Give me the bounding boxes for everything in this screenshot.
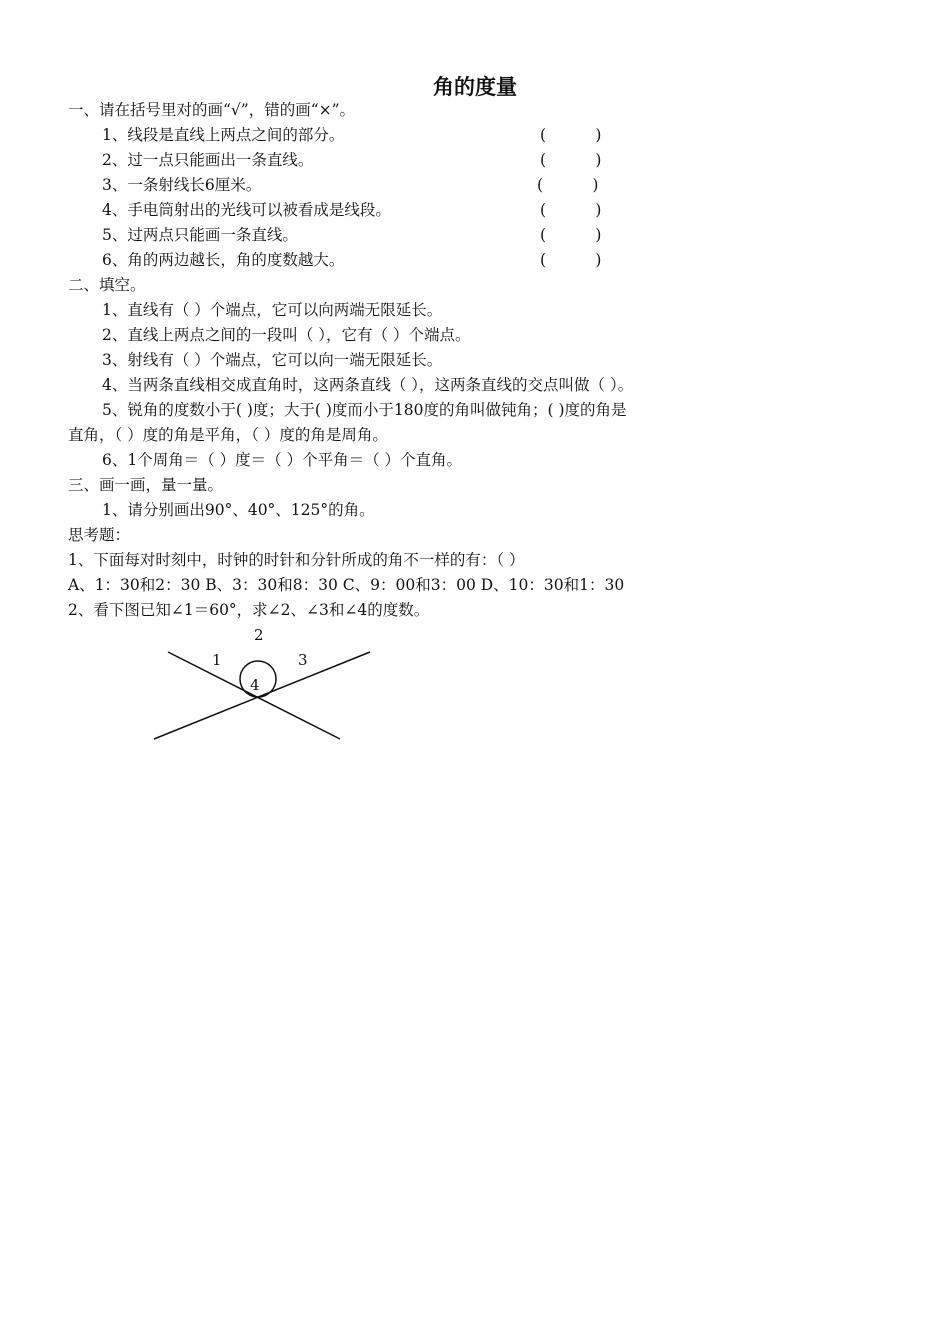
section2-item-2: 2、直线上两点之间的一段叫（ ），它有（ ）个端点。 — [102, 326, 471, 344]
thinking-question-1-options: A、1：30和2：30 B、3：30和8：30 C、9：00和3：00 D、10：30和1：30 — [68, 576, 625, 594]
section1-item-3: 3、一条射线长6厘米。 — [102, 176, 262, 194]
line-a — [168, 652, 340, 739]
angle-label-4: 4 — [250, 676, 260, 694]
section1-item-4: 4、手电筒射出的光线可以被看成是线段。 — [102, 201, 391, 219]
section1-blank-1[interactable]: ( ) — [540, 126, 602, 144]
angle-label-1: 1 — [212, 651, 222, 669]
section1-blank-2[interactable]: ( ) — [540, 151, 602, 169]
section2-item-5: 5、锐角的度数小于( )度；大于( )度而小于180度的角叫做钝角；( )度的角是 — [102, 401, 627, 419]
intersecting-lines-figure — [140, 620, 400, 750]
section1-blank-6[interactable]: ( ) — [540, 251, 602, 269]
section1-blank-4[interactable]: ( ) — [540, 201, 602, 219]
section1-blank-5[interactable]: ( ) — [540, 226, 602, 244]
section1-item-2: 2、过一点只能画出一条直线。 — [102, 151, 314, 169]
section1-item-1: 1、线段是直线上两点之间的部分。 — [102, 126, 345, 144]
section2-item-6: 6、1个周角＝（ ）度＝（ ）个平角＝（ ）个直角。 — [102, 451, 463, 469]
section2-item-4: 4、当两条直线相交成直角时，这两条直线（ ），这两条直线的交点叫做（ ）。 — [102, 376, 634, 394]
section2-item-3: 3、射线有（ ）个端点，它可以向一端无限延长。 — [102, 351, 443, 369]
thinking-heading: 思考题： — [68, 526, 131, 544]
section2-item-5-cont: 直角，（ ）度的角是平角，（ ）度的角是周角。 — [68, 426, 388, 444]
section2-heading: 二、填空。 — [68, 276, 146, 294]
section2-item-1: 1、直线有（ ）个端点，它可以向两端无限延长。 — [102, 301, 443, 319]
section3-item-1: 1、请分别画出90°、40°、125°的角。 — [102, 501, 375, 519]
angle-label-3: 3 — [298, 651, 308, 669]
thinking-question-2: 2、看下图已知∠1＝60°，求∠2、∠3和∠4的度数。 — [68, 601, 430, 619]
thinking-question-1: 1、下面每对时刻中，时钟的时针和分针所成的角不一样的有：（ ） — [68, 551, 525, 569]
section3-heading: 三、画一画，量一量。 — [68, 476, 224, 494]
section1-item-6: 6、角的两边越长，角的度数越大。 — [102, 251, 345, 269]
section1-item-5: 5、过两点只能画一条直线。 — [102, 226, 298, 244]
section1-heading: 一、请在括号里对的画“√”，错的画“×”。 — [68, 101, 356, 119]
page-title: 角的度量 — [433, 75, 517, 99]
angle-label-2: 2 — [254, 626, 264, 644]
line-b — [154, 652, 370, 739]
section1-blank-3[interactable]: ( ) — [537, 176, 599, 194]
